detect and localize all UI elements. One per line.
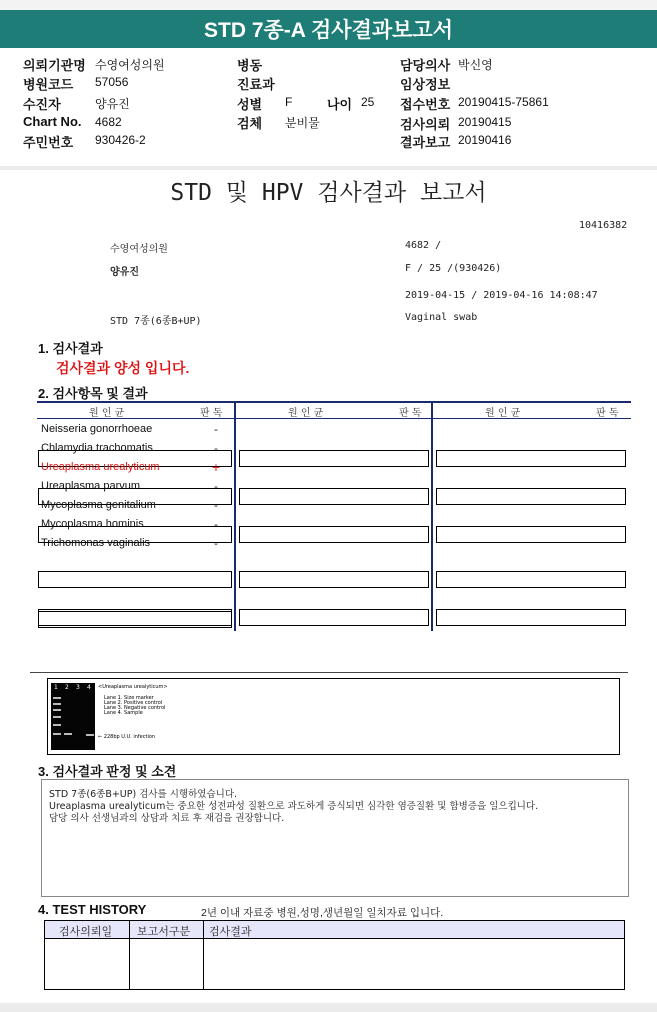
divider [30, 672, 628, 673]
code-value: 57056 [95, 75, 129, 89]
results-grid [37, 401, 631, 631]
organism-name: Mycoplasma genitalium [41, 499, 156, 511]
organism-name: Trichomonas vaginalis [41, 537, 151, 549]
request-value: 20190415 [458, 115, 512, 129]
report-header-title: STD 7종-A 검사결과보고서 [203, 19, 453, 42]
age-label: 나이 [327, 97, 353, 112]
col-request-date: 검사의뢰일 [59, 925, 113, 938]
gel-title: <Ureaplasma urealyticum> [98, 684, 168, 690]
gel-image-panel [47, 678, 620, 755]
clinical-label: 임상정보 [400, 77, 451, 92]
gel-electrophoresis-image: 1 2 3 4 [51, 683, 95, 750]
organism-result: - [214, 499, 218, 512]
history-note: 2년 이내 자료중 병원,성명,생년월일 일치자료 입니다. [201, 907, 444, 919]
opinion-line: 담당 의사 선생님과의 상담과 치료 후 재검을 권장합니다. [49, 813, 285, 824]
doctor-label: 담당의사 [400, 58, 451, 73]
sex-value: F [285, 95, 293, 109]
section4-title: 4. TEST HISTORY [38, 902, 147, 917]
empty-cell [38, 571, 232, 588]
organism-result: - [214, 518, 218, 531]
opinion-box [41, 779, 629, 897]
report-specimen: Vaginal swab [405, 312, 478, 323]
result-positive-text: 검사결과 양성 입니다. [56, 360, 190, 376]
gel-legend: Lane 4. Sample [104, 710, 143, 716]
empty-cell [239, 571, 429, 588]
report-title: STD 및 HPV 검사결과 보고서 [170, 180, 487, 206]
receipt-label: 접수번호 [400, 97, 451, 112]
col-result: 검사결과 [209, 925, 252, 938]
patient-label: 수진자 [23, 97, 61, 112]
section2-title: 2. 검사항목 및 결과 [38, 386, 148, 401]
report-sex-age: F / 25 /(930426) [405, 263, 502, 274]
organism-result: - [214, 480, 218, 493]
report-date-label: 결과보고 [400, 135, 451, 150]
dept-label: 진료과 [237, 77, 275, 92]
age-value: 25 [361, 95, 375, 109]
organism-name: Neisseria gonorrhoeae [41, 423, 153, 435]
empty-cell [239, 450, 429, 467]
column-header: 원 인 균 판 독 [288, 408, 422, 419]
request-label: 검사의뢰 [400, 117, 451, 132]
report-hospital: 수영여성의원 [110, 244, 168, 255]
empty-cell [436, 488, 626, 505]
chart-value: 4682 [95, 115, 122, 129]
specimen-value: 분비물 [285, 116, 320, 130]
report-dates: 2019-04-15 / 2019-04-16 14:08:47 [405, 290, 598, 301]
empty-cell [239, 488, 429, 505]
gel-arrow-label: ← 228bp U.U. infection [98, 734, 156, 740]
gel-legend: Lane 3. Negative control [104, 705, 166, 711]
report-header [0, 10, 657, 48]
report-patient: 양유진 [110, 267, 139, 278]
organism-result-positive: + [211, 461, 221, 474]
organism-result: - [214, 423, 218, 436]
hospital-label: 의뢰기관명 [23, 58, 86, 73]
column-header: 원 인 균 판 독 [485, 408, 619, 419]
id-label: 주민번호 [23, 135, 74, 150]
sex-label: 성별 [237, 97, 263, 112]
patient-value: 양유진 [95, 97, 130, 111]
empty-cell [436, 450, 626, 467]
opinion-line: STD 7종(6종B+UP) 검사를 시행하였습니다. [49, 789, 238, 800]
top-strip [0, 0, 657, 10]
report-sheet [0, 170, 657, 1003]
test-history-table [44, 920, 625, 990]
organism-result: - [214, 442, 218, 455]
organism-name: Ureaplasma parvum [41, 480, 141, 492]
empty-cell [239, 526, 429, 543]
receipt-value: 20190415-75861 [458, 95, 549, 109]
report-date-value: 20190416 [458, 133, 512, 147]
empty-cell [436, 526, 626, 543]
organism-name: Chlamydia trachomatis [41, 442, 153, 454]
hospital-value: 수영여성의원 [95, 58, 165, 72]
report-test: STD 7종(6종B+UP) [110, 316, 202, 327]
organism-name: Mycoplasma hominis [41, 518, 144, 530]
section1-title: 1. 검사결과 [38, 341, 103, 356]
gel-legend: Lane 1. Size marker [104, 695, 154, 701]
id-value: 930426-2 [95, 133, 146, 147]
empty-cell [38, 609, 232, 626]
organism-name-positive: Ureaplasma urealyticum [41, 461, 160, 473]
report-chart: 4682 / [405, 240, 442, 251]
empty-cell [239, 609, 429, 626]
patient-info-panel [0, 48, 657, 166]
history-header-row [45, 921, 624, 939]
organism-result: - [214, 537, 218, 550]
report-number: 10416382 [579, 220, 628, 231]
empty-cell [436, 571, 626, 588]
column-header: 원 인 균 판 독 [89, 408, 223, 419]
chart-label: Chart No. [23, 114, 82, 129]
specimen-label: 검체 [237, 116, 263, 131]
col-report-type: 보고서구분 [137, 925, 191, 938]
ward-label: 병동 [237, 58, 263, 73]
doctor-value: 박신영 [458, 58, 493, 72]
opinion-line: Ureaplasma urealyticum는 중요한 성전파성 질환으로 과도하게 증식되면 심각한 염증질환 및 합병증을 일으킵니다. [49, 801, 539, 812]
code-label: 병원코드 [23, 77, 74, 92]
section3-title: 3. 검사결과 판정 및 소견 [38, 764, 177, 779]
gel-legend: Lane 2. Positive control [104, 700, 163, 706]
empty-cell [436, 609, 626, 626]
